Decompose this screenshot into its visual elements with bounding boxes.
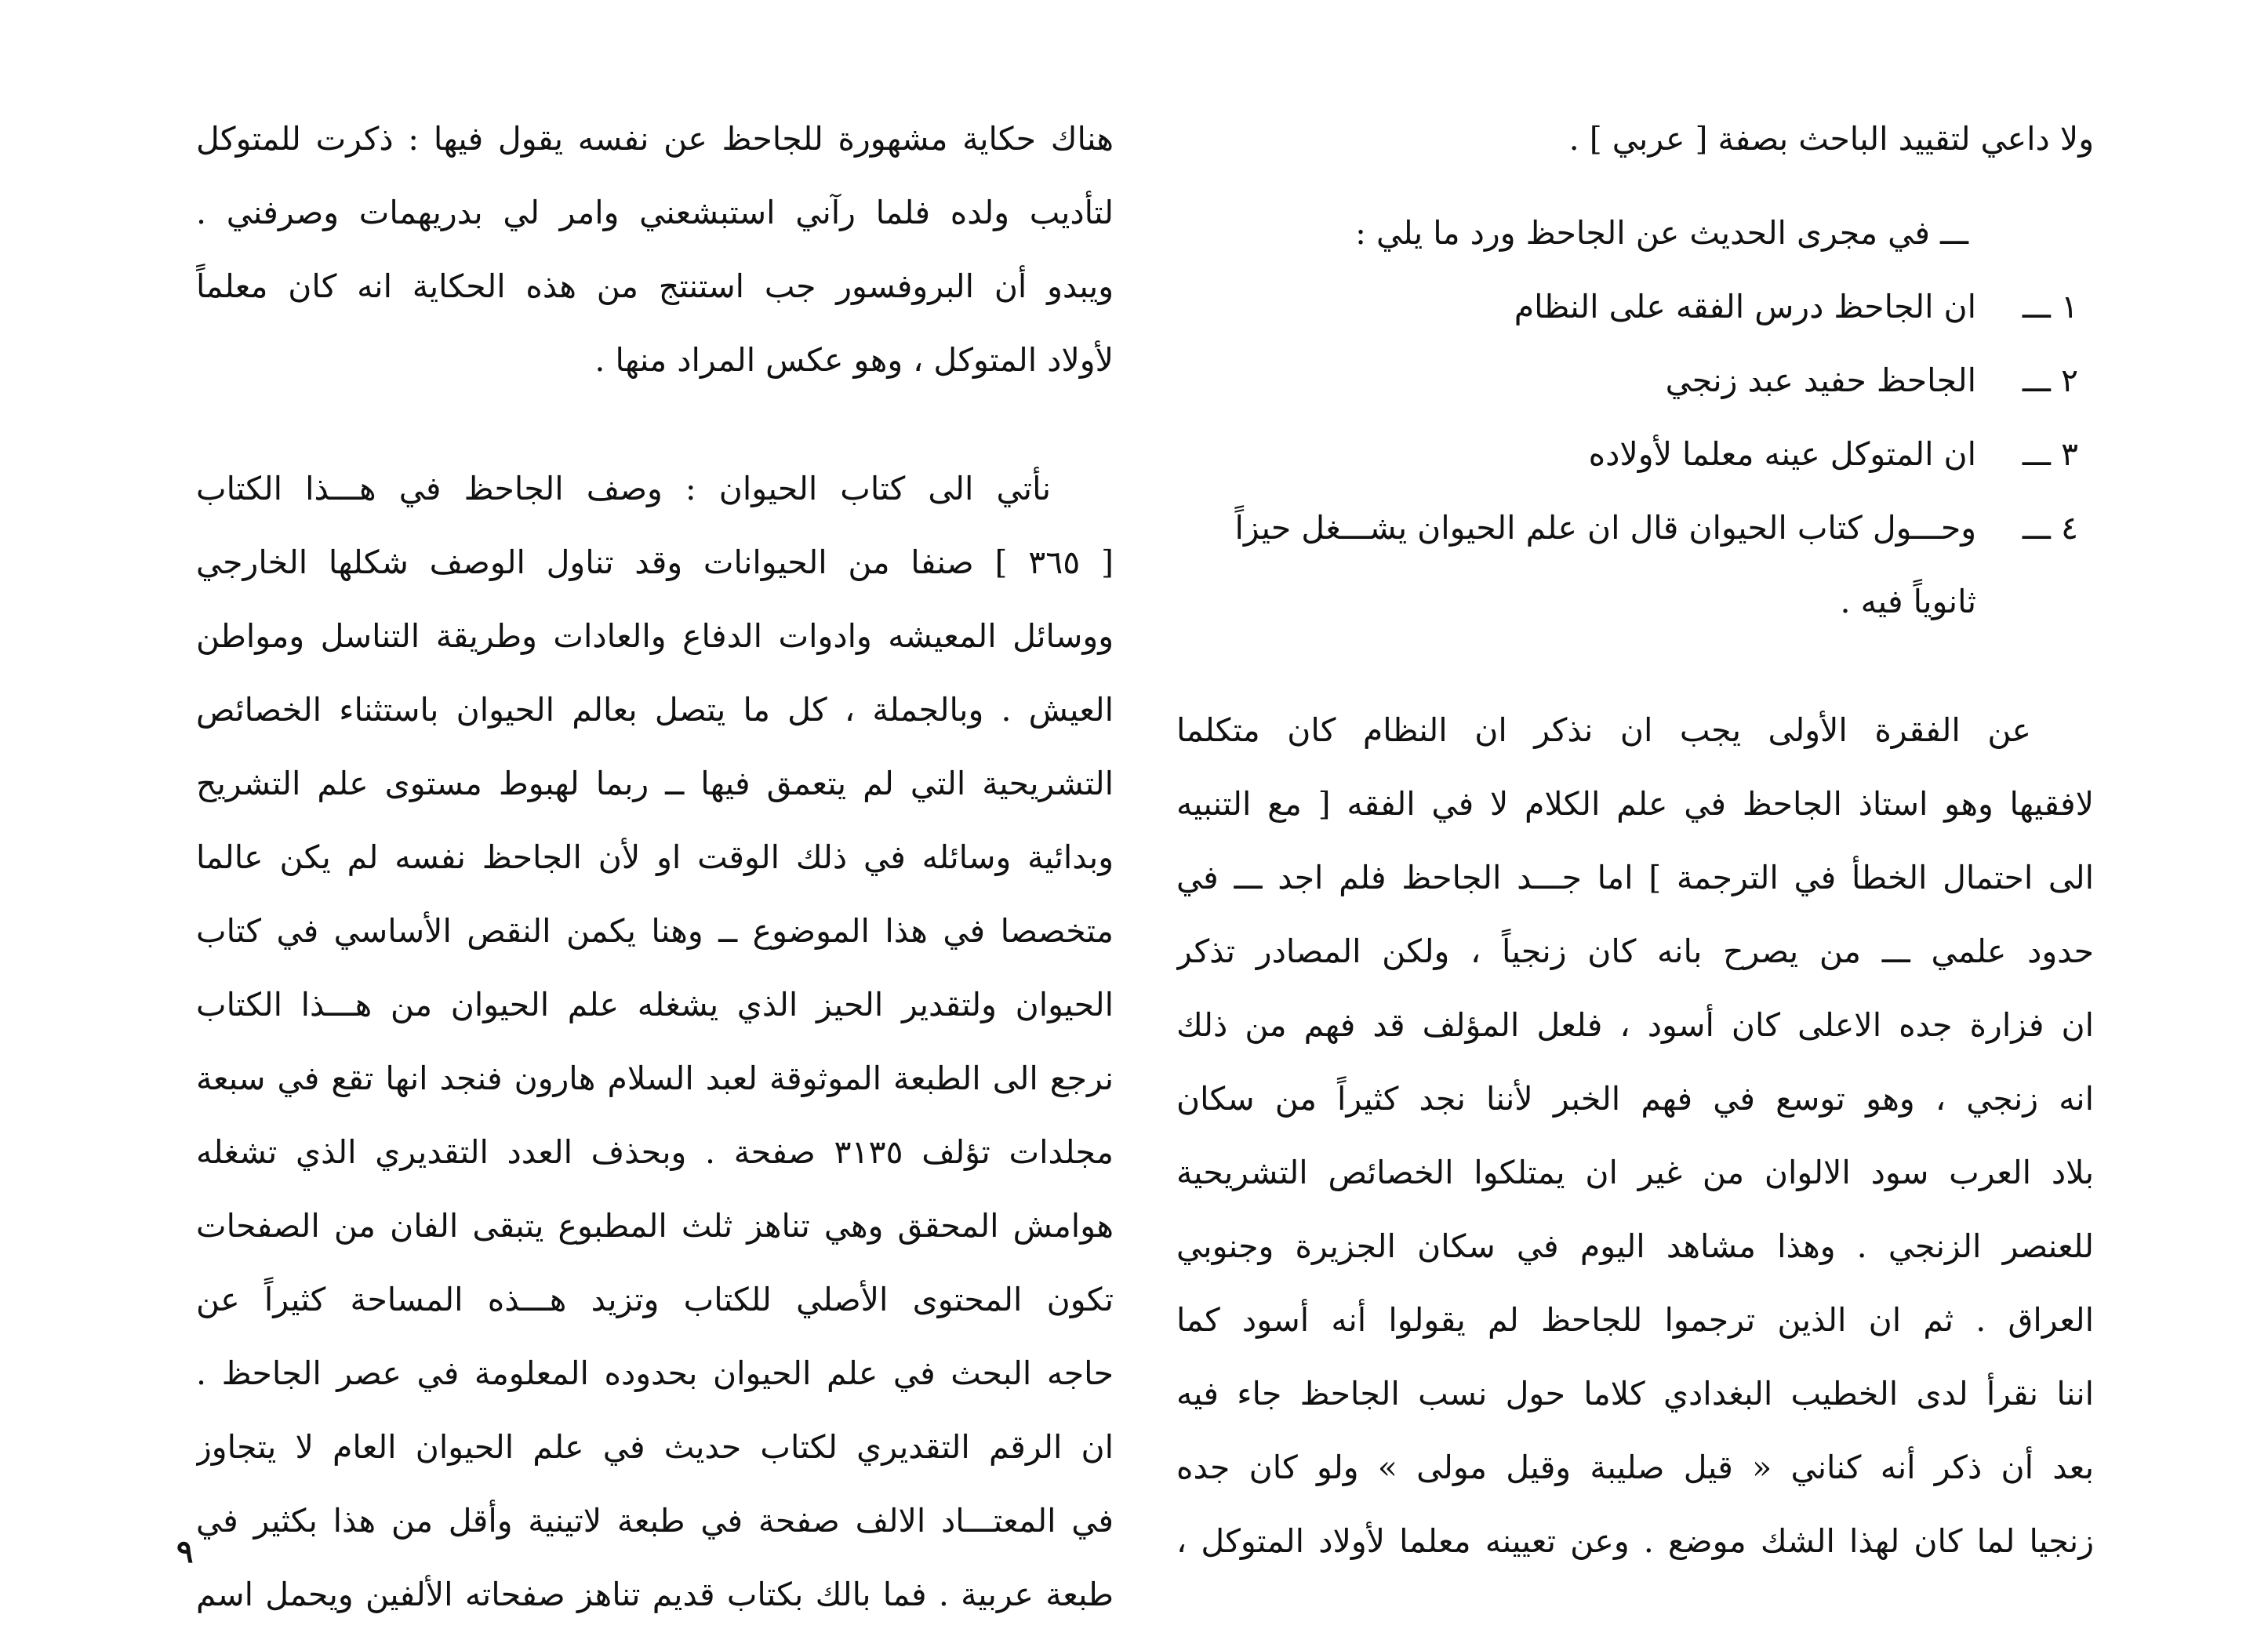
body-line: هوامش المحقق وهي تناهز ثلث المطبوع يتبقى الفان من الصفحات bbox=[196, 1207, 1114, 1245]
body-line: لافقيها وهو استاذ الجاحظ في علم الكلام لا في الفقه [ مع التنبيه bbox=[1176, 785, 2094, 823]
body-line: عن الفقرة الأولى يجب ان نذكر ان النظام كان متكلما bbox=[1176, 711, 2031, 749]
list-item-text: الجاحظ حفيد عبد زنجي bbox=[1665, 362, 1976, 399]
body-line: تكون المحتوى الأصلي للكتاب وتزيد هـــذه المساحة كثيراً عن bbox=[196, 1281, 1114, 1318]
body-line: ان الرقم التقديري لكتاب حديث في علم الحيوان العام لا يتجاوز bbox=[196, 1428, 1114, 1466]
spacer bbox=[1176, 638, 2094, 693]
list-item-text: ان الجاحظ درس الفقه على النظام bbox=[1514, 288, 1976, 325]
body-line: [ ٣٦٥ ] صنفا من الحيوانات وقد تناول الوصف شكلها الخارجي bbox=[196, 544, 1114, 581]
spacer bbox=[1176, 176, 2094, 196]
body-line: ان فزارة جده الاعلى كان أسود ، فلعل المؤلف قد فهم من ذلك bbox=[1176, 1006, 2094, 1044]
lead-line: ـــ في مجرى الحديث عن الجاحظ ورد ما يلي : bbox=[1355, 214, 1968, 252]
list-item-text: ان المتوكل عينه معلما لأولاده bbox=[1588, 435, 1976, 473]
body-line: في المعتـــاد الالف صفحة في طبعة لاتينية وأقل من هذا بكثير في bbox=[196, 1502, 1114, 1540]
body-line: الى احتمال الخطأ في الترجمة ] اما جـــد الجاحظ فلم اجد ـــ في bbox=[1176, 859, 2094, 896]
body-line: هناك حكاية مشهورة للجاحظ عن نفسه يقول فيها : ذكرت للمتوكل bbox=[196, 120, 1114, 158]
intro-line: ولا داعي لتقييد الباحث بصفة [ عربي ] . bbox=[1568, 120, 2094, 158]
body-line: للعنصر الزنجي . وهذا مشاهد اليوم في سكان الجزيرة وجنوبي bbox=[1176, 1227, 2094, 1265]
body-line: حدود علمي ـــ من يصرح بانه كان زنجياً ، ولكن المصادر تذكر bbox=[1176, 933, 2094, 970]
body-line: التشريحية التي لم يتعمق فيها ــ ربما لهبوط مستوى علم التشريح bbox=[196, 765, 1114, 802]
body-line: لأولاد المتوكل ، وهو عكس المراد منها . bbox=[594, 341, 1114, 379]
body-line: نرجع الى الطبعة الموثوقة لعبد السلام هارون فنجد انها تقع في سبعة bbox=[196, 1060, 1114, 1097]
body-line: العيش . وبالجملة ، كل ما يتصل بعالم الحيوان باستثناء الخصائص bbox=[196, 691, 1114, 729]
list-item bbox=[1176, 270, 2094, 344]
body-line: ووسائل المعيشه وادوات الدفاع والعادات وطريقة التناسل ومواطن bbox=[196, 617, 1114, 655]
list-item bbox=[1176, 344, 2094, 417]
right-page bbox=[1176, 102, 2094, 1578]
body-line: نأتي الى كتاب الحيوان : وصف الجاحظ في هـــذا الكتاب bbox=[196, 470, 1051, 507]
list-item-number: ١ ـــ bbox=[2022, 288, 2078, 325]
body-line: زنجيا لما كان لهذا الشك موضع . وعن تعيينه معلما لأولاد المتوكل ، bbox=[1176, 1522, 2094, 1560]
list-item-number: ٢ ـــ bbox=[2022, 362, 2078, 399]
body-line: بعد أن ذكر أنه كناني « قيل صليبة وقيل مولى » ولو كان جده bbox=[1176, 1449, 2094, 1486]
left-page bbox=[196, 102, 1114, 1631]
body-line: بلاد العرب سود الالوان من غير ان يمتلكوا الخصائص التشريحية bbox=[1176, 1154, 2094, 1191]
list-item-number: ٣ ـــ bbox=[2022, 435, 2078, 473]
body-line: اننا نقرأ لدى الخطيب البغدادي كلاما حول نسب الجاحظ جاء فيه bbox=[1176, 1375, 2094, 1412]
list-item bbox=[1176, 491, 2094, 565]
body-line: العراق . ثم ان الذين ترجموا للجاحظ لم يقولوا أنه أسود كما bbox=[1176, 1301, 2094, 1339]
list-item bbox=[1176, 417, 2094, 491]
list-item-text: وحـــول كتاب الحيوان قال ان علم الحيوان يشـــغل حيزاً bbox=[1234, 509, 1976, 547]
body-line: مجلدات تؤلف ٣١٣٥ صفحة . وبحذف العدد التقديري الذي تشغله bbox=[196, 1133, 1114, 1171]
body-line: حاجه البحث في علم الحيوان بحدوده المعلومة في عصر الجاحظ . bbox=[196, 1354, 1114, 1392]
spacer bbox=[196, 397, 1114, 452]
body-line: الحيوان ولتقدير الحيز الذي يشغله علم الحيوان من هـــذا الكتاب bbox=[196, 986, 1114, 1023]
list-item-continuation: ثانوياً فيه . bbox=[1840, 583, 1976, 620]
body-line: ويبدو أن البروفسور جب استنتج من هذه الحكاية انه كان معلماً bbox=[196, 267, 1114, 305]
body-line: لتأديب ولده فلما رآني استبشعني وامر لي بدريهمات وصرفني . bbox=[196, 194, 1114, 231]
body-line: متخصصا في هذا الموضوع ــ وهنا يكمن النقص الأساسي في كتاب bbox=[196, 912, 1114, 950]
body-line: وبدائية وسائله في ذلك الوقت او لأن الجاحظ نفسه لم يكن عالما bbox=[196, 838, 1114, 876]
body-line: انه زنجي ، وهو توسع في فهم الخبر لأننا نجد كثيراً من سكان bbox=[1176, 1080, 2094, 1118]
body-line: طبعة عربية . فما بالك بكتاب قديم تناهز صفحاته الألفين ويحمل اسم bbox=[196, 1576, 1114, 1613]
page-number: ٩ bbox=[176, 1533, 194, 1570]
list-item-number: ٤ ـــ bbox=[2022, 509, 2078, 547]
